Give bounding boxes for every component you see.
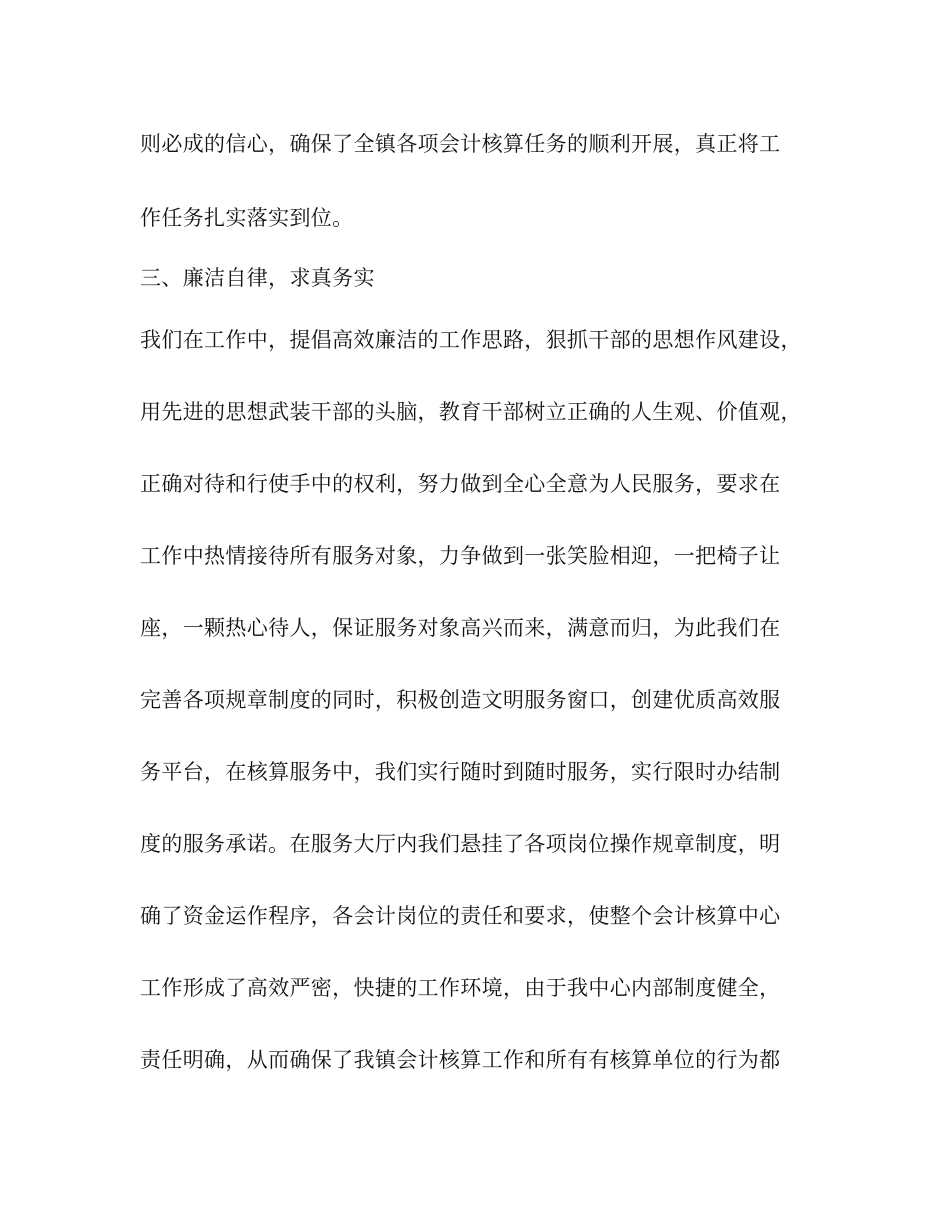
text-line: 正确对待和行使手中的权利，努力做到全心全意为人民服务，要求在 — [140, 472, 781, 496]
text-line: 则必成的信心，确保了全镇各项会计核算任务的顺利开展，真正将工 — [140, 132, 781, 156]
text-line: 作任务扎实落实到位。 — [140, 206, 354, 230]
text-line: 度的服务承诺。在服务大厅内我们悬挂了各项岗位操作规章制度，明 — [140, 832, 781, 856]
text-line: 用先进的思想武装干部的头脑，教育干部树立正确的人生观、价值观， — [140, 400, 802, 424]
text-line: 工作中热情接待所有服务对象，力争做到一张笑脸相迎，一把椅子让 — [140, 544, 781, 568]
text-line: 座，一颗热心待人，保证服务对象高兴而来，满意而归，为此我们在 — [140, 616, 781, 640]
section-heading: 三、廉洁自律，求真务实 — [140, 266, 375, 290]
text-line: 我们在工作中，提倡高效廉洁的工作思路，狠抓干部的思想作风建设， — [140, 328, 802, 352]
text-line: 确了资金运作程序，各会计岗位的责任和要求，使整个会计核算中心 — [140, 904, 781, 928]
text-line: 务平台，在核算服务中，我们实行随时到随时服务，实行限时办结制 — [140, 760, 781, 784]
text-line: 责任明确，从而确保了我镇会计核算工作和所有有核算单位的行为都 — [140, 1048, 781, 1072]
text-line: 工作形成了高效严密，快捷的工作环境，由于我中心内部制度健全， — [140, 976, 781, 1000]
text-line: 完善各项规章制度的同时，积极创造文明服务窗口，创建优质高效服 — [140, 688, 781, 712]
